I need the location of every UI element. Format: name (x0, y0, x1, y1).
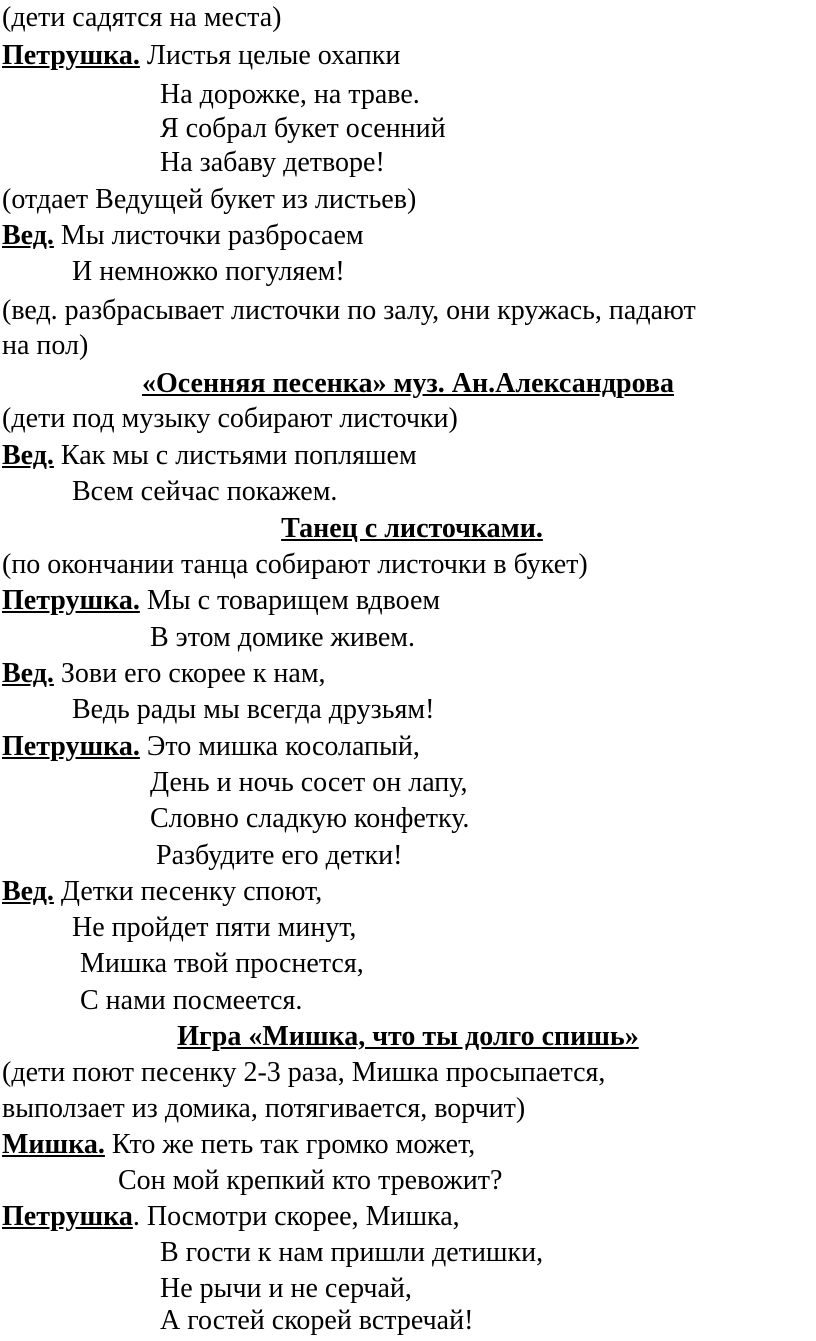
section-title: Танец с листочками. (281, 513, 543, 544)
verse-line: Я собрал букет осенний (160, 113, 446, 144)
section-title: «Осенняя песенка» муз. Ан.Александрова (141, 368, 674, 399)
stage-direction: (по окончании танца собирают листочки в букет) (2, 549, 588, 580)
verse-line: Словно сладкую конфетку. (150, 803, 470, 834)
verse-line: Мишка твой проснется, (80, 948, 364, 979)
verse-line: Всем сейчас покажем. (72, 476, 338, 507)
dialogue-line: Петрушка. Это мишка косолапый, (2, 731, 420, 762)
stage-direction: (отдает Ведущей букет из листьев) (2, 184, 417, 215)
speaker-label: Петрушка. (2, 585, 140, 616)
speaker-label: Вед. (2, 876, 54, 907)
speaker-label: Мишка. (2, 1129, 105, 1160)
stage-direction: (дети под музыку собирают листочки) (2, 403, 458, 434)
dialogue-line: Мишка. Кто же петь так громко может, (2, 1129, 476, 1160)
dialogue-line: Вед. Зови его скорее к нам, (2, 658, 326, 689)
verse-line: Не рычи и не серчай, (160, 1273, 412, 1304)
verse-line: И немножко погуляем! (72, 256, 345, 287)
stage-direction: (дети садятся на места) (2, 2, 282, 33)
dialogue-line: Петрушка. Листья целые охапки (2, 40, 401, 71)
dialogue-line: Вед. Как мы с листьями попляшем (2, 440, 417, 471)
verse-line: В гости к нам пришли детишки, (160, 1237, 544, 1268)
dialogue-line: Петрушка. Посмотри скорее, Мишка, (2, 1201, 460, 1232)
verse-line: В этом домике живем. (150, 622, 416, 653)
verse-line: Сон мой крепкий кто тревожит? (118, 1165, 503, 1196)
stage-direction: (дети поют песенку 2-3 раза, Мишка просыпается, (2, 1057, 606, 1088)
speaker-label: Вед. (2, 220, 54, 251)
verse-line: На дорожке, на траве. (160, 79, 420, 110)
verse-line: Не пройдет пяти минут, (72, 912, 357, 943)
dialogue-line: Вед. Детки песенку споют, (2, 876, 323, 907)
speaker-label: Петрушка. (2, 731, 140, 762)
speaker-label: Петрушка. (2, 40, 140, 71)
verse-line: С нами посмеется. (80, 985, 303, 1016)
stage-direction: выползает из домика, потягивается, ворчит) (2, 1093, 526, 1124)
verse-line: День и ночь сосет он лапу, (150, 767, 468, 798)
speaker-label: Петрушка (2, 1201, 133, 1232)
dialogue-line: Вед. Мы листочки разбросаем (2, 220, 364, 251)
stage-direction: (вед. разбрасывает листочки по залу, они кружась, падают (2, 295, 696, 326)
verse-line: На забаву детворе! (160, 147, 385, 178)
verse-line: Ведь рады мы всегда друзьям! (72, 694, 435, 725)
speaker-label: Вед. (2, 658, 54, 689)
speaker-label: Вед. (2, 440, 54, 471)
verse-line: А гостей скорей встречай! (160, 1305, 474, 1336)
dialogue-line: Петрушка. Мы с товарищем вдвоем (2, 585, 441, 616)
section-title: Игра «Мишка, что ты долго спишь» (177, 1021, 639, 1052)
verse-line: Разбудите его детки! (156, 840, 403, 871)
stage-direction: на пол) (2, 330, 89, 361)
